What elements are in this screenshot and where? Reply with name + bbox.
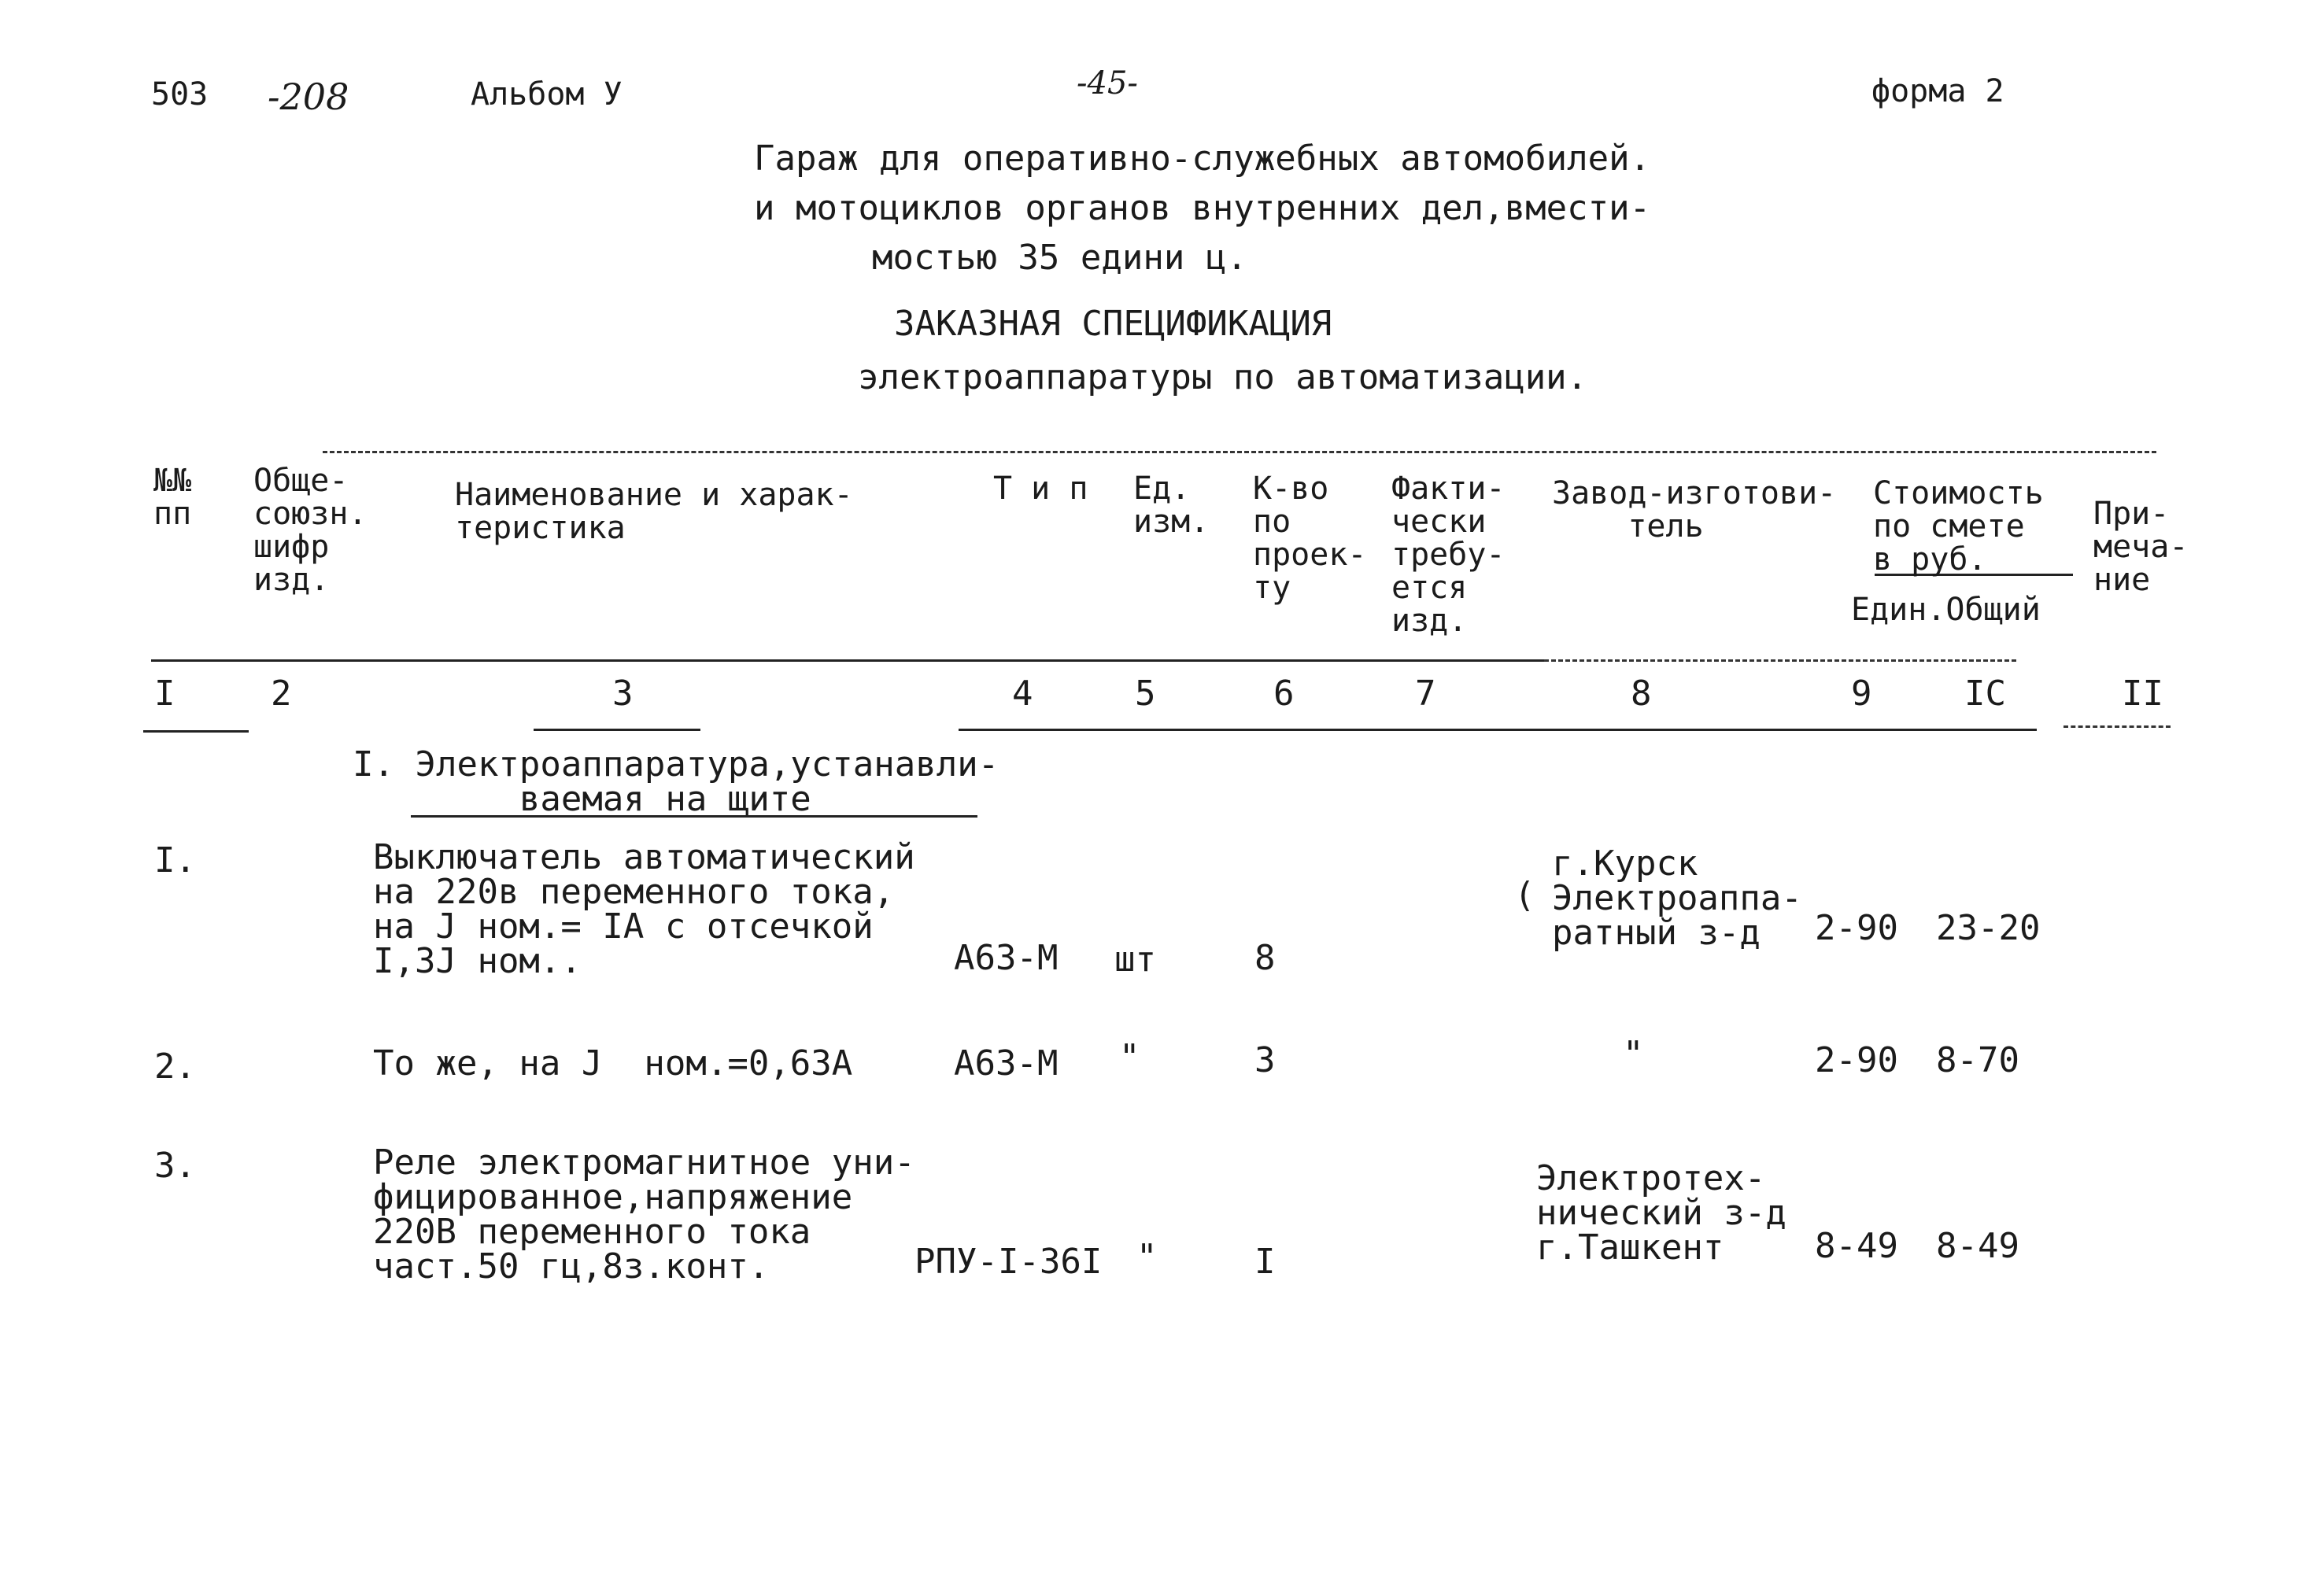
col-number: 7: [1415, 674, 1436, 714]
col-number: 5: [1135, 674, 1156, 714]
form-label: форма 2: [1871, 73, 2004, 109]
row-total: 8-70: [1936, 1040, 2019, 1080]
col-heading-note: При- меча- ние: [2093, 496, 2189, 598]
title-line-3: мостью 35 едини ц.: [872, 238, 1247, 278]
row-qty: 3: [1254, 1040, 1276, 1080]
col-heading-unit: Ед. изм.: [1133, 471, 1210, 540]
col-heading-cost: Стоимость по смете в руб.: [1873, 475, 2044, 578]
row-unit-price: 8-49: [1815, 1226, 1898, 1266]
col-number: I: [154, 674, 176, 714]
row-name: Выключатель автоматический на 220в переменного тока, на J ном.= IA с отсечкой I,3J ном..: [373, 837, 915, 981]
row-unit: ": [1119, 1037, 1140, 1077]
spec-subheading: электроаппаратуры по автоматизации.: [858, 357, 1588, 397]
col-number: 4: [1012, 674, 1033, 714]
row-type: РПУ-I-36I: [914, 1242, 1103, 1282]
row-number: I.: [154, 840, 196, 880]
row-manufacturer-prefix: (: [1514, 875, 1535, 915]
col-heading-code: Обще- союзн. шифр изд.: [253, 463, 368, 598]
col-number: 2: [271, 674, 292, 714]
col-heading-manufacturer: Завод-изготови- тель: [1552, 475, 1837, 545]
row-unit: шт: [1114, 940, 1156, 980]
row-name: Реле электромагнитное уни- фицированное,напряжение 220В переменного тока част.50 гц,8з.конт.: [373, 1143, 915, 1287]
col-number-underline: [143, 730, 249, 733]
col-heading-name: Наименование и харак- теристика: [455, 477, 853, 546]
col-heading-type: Т и п: [993, 471, 1088, 507]
row-unit-price: 2-90: [1815, 908, 1898, 948]
col-number-underline: [534, 729, 700, 731]
row-manufacturer: Электротех- нический з-д г.Ташкент: [1536, 1158, 1786, 1268]
spec-heading: ЗАКАЗНАЯ СПЕЦИФИКАЦИЯ: [894, 304, 1332, 344]
row-type: А63-М: [954, 938, 1059, 978]
header-top-line: [323, 451, 2156, 453]
col-heading-actual: Факти- чески требу- ется изд.: [1391, 471, 1506, 639]
doc-code: 503: [151, 76, 209, 113]
col-number: II: [2122, 674, 2163, 714]
col-heading-qty: К-во по проек- ту: [1253, 471, 1367, 606]
title-line-1: Гараж для оперативно-служебных автомобилей.: [754, 138, 1651, 179]
row-number: 3.: [154, 1146, 196, 1186]
row-name: То же, на J ном.=0,63А: [373, 1043, 853, 1083]
col-number-underline: [959, 729, 2037, 731]
header-bottom-line: [151, 659, 1544, 662]
row-unit: ": [1136, 1237, 1158, 1277]
section-underline: [411, 815, 977, 818]
col-number-underline: [2064, 725, 2171, 728]
row-manufacturer: ": [1623, 1034, 1644, 1074]
col-number: 6: [1273, 674, 1295, 714]
album-label: Альбом У: [471, 76, 623, 113]
header-bottom-line-dashed: [1544, 659, 2016, 662]
row-number: 2.: [154, 1047, 196, 1087]
section-title: I. Электроаппаратура,устанавли- ваемая на щите: [353, 744, 999, 819]
row-qty: I: [1254, 1242, 1276, 1282]
row-type: А63-М: [954, 1043, 1059, 1083]
doc-number: -208: [268, 76, 349, 118]
col-heading-number: №№ пп: [153, 463, 192, 532]
row-total: 8-49: [1936, 1226, 2019, 1266]
row-total: 23-20: [1936, 908, 2041, 948]
col-number: IC: [1964, 674, 2006, 714]
col-number: 8: [1631, 674, 1652, 714]
row-qty: 8: [1254, 938, 1276, 978]
row-unit-price: 2-90: [1815, 1040, 1898, 1080]
col-number: 3: [612, 674, 634, 714]
row-manufacturer: г.Курск Электроаппа- ратный з-д: [1552, 844, 1802, 953]
page-number: -45-: [1077, 65, 1138, 102]
title-line-2: и мотоциклов органов внутренних дел,вмести-: [754, 188, 1651, 228]
col-heading-cost-sub: Един.Общий: [1851, 592, 2041, 628]
col-number: 9: [1851, 674, 1872, 714]
